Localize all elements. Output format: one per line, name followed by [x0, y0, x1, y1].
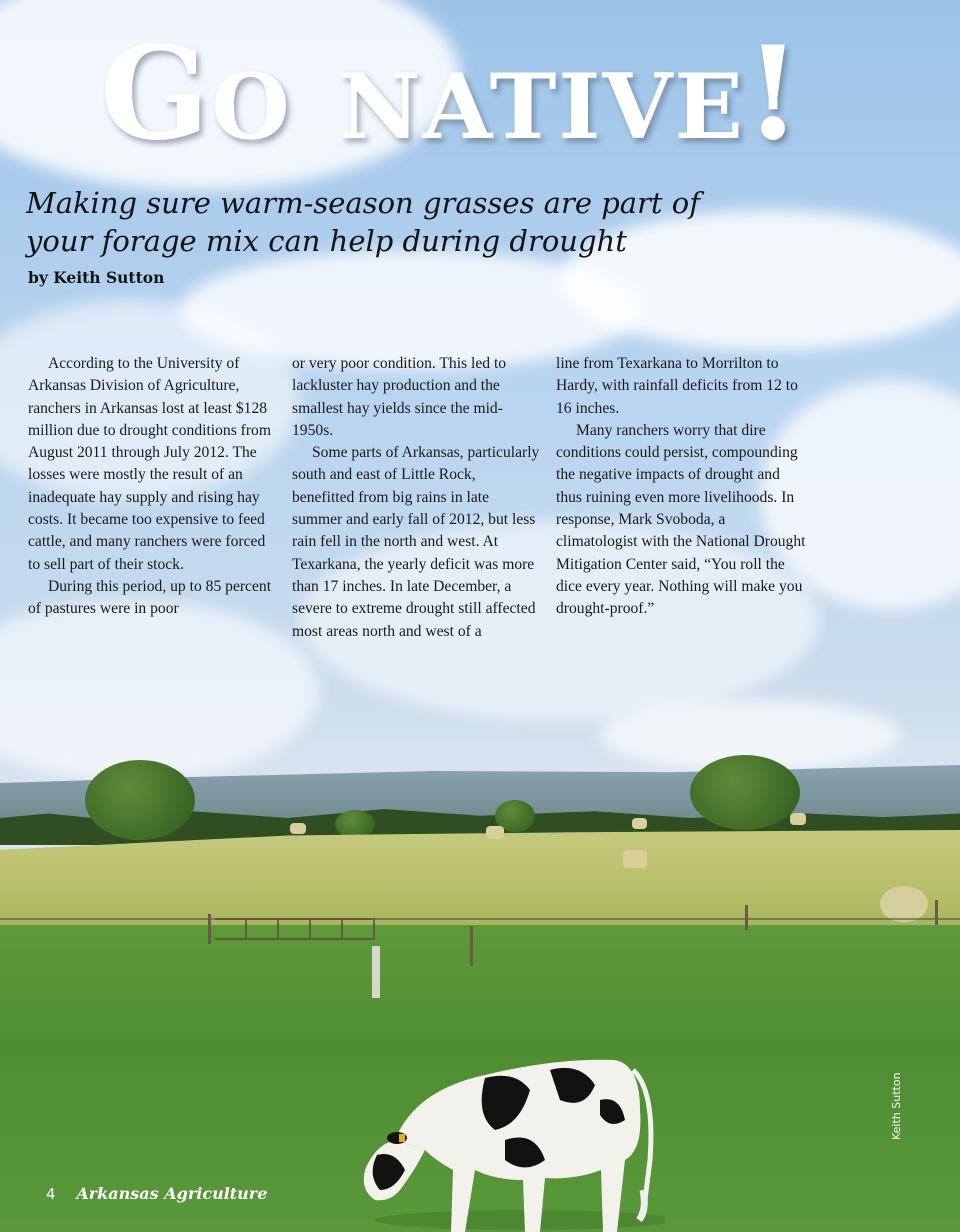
fence-post	[470, 926, 473, 966]
fence-post	[208, 914, 211, 944]
article-column-2	[292, 353, 540, 643]
page-folio	[46, 1184, 267, 1203]
page-number: 4	[46, 1185, 56, 1203]
paragraph: Many ranchers worry that dire conditions could persist, compounding the negative impacts of drought and thus ruining even more livelihoods. In response, Mark Svoboda, a climatologist with the National Drought Mitigation Center said, “You roll the dice every year. Nothing will make you drought-proof.”	[556, 421, 806, 618]
farm-gate	[215, 918, 375, 940]
paragraph: or very poor condition. This led to lackluster hay production and the smallest hay yields since the mid-1950s.	[292, 355, 507, 439]
white-stake	[372, 946, 380, 998]
hay-field	[0, 830, 960, 940]
tree	[690, 755, 800, 830]
subheadline-line: your forage mix can help during drought	[26, 224, 627, 258]
article-column-1	[28, 353, 276, 621]
fence-wire	[0, 918, 960, 920]
headline: Go native!	[100, 19, 804, 169]
article-column-3	[556, 353, 806, 621]
tree	[335, 810, 375, 838]
holstein-cow	[355, 1030, 665, 1232]
hay-bale	[290, 823, 306, 834]
paragraph: According to the University of Arkansas Division of Agriculture, ranchers in Arkansas lost at least $128 million due to drought conditions from August 2011 through July 2012. The losses were mostly the result of an inadequate hay supply and rising hay costs. It became too expensive to feed cattle, and many ranchers were forced to sell part of their stock.	[28, 355, 271, 573]
byline: by Keith Sutton	[28, 268, 165, 287]
fence-post	[745, 905, 748, 930]
paragraph: During this period, up to 85 percent of pastures were in poor	[28, 577, 272, 618]
hay-bale	[623, 850, 647, 868]
subheadline-line: Making sure warm-season grasses are part of	[26, 186, 700, 220]
photo-credit: Keith Sutton	[890, 1072, 903, 1140]
hay-bale	[880, 886, 928, 922]
hay-bale	[632, 818, 647, 829]
paragraph: line from Texarkana to Morrilton to Hardy, with rainfall deficits from 12 to 16 inches.	[556, 355, 798, 417]
paragraph: Some parts of Arkansas, particularly south and east of Little Rock, benefitted from big rains in late summer and early fall of 2012, but less rain fell in the north and west. At Texarkana, the yearly deficit was more than 17 inches. In late December, a severe to extreme drought still affected most areas north and west of a	[292, 444, 540, 640]
publication-name: Arkansas Agriculture	[76, 1184, 268, 1203]
hay-bale	[790, 813, 806, 825]
cloud	[0, 600, 320, 780]
hay-bale	[486, 826, 504, 839]
fence-post	[935, 900, 938, 925]
subheadline	[26, 184, 706, 260]
tree	[85, 760, 195, 840]
